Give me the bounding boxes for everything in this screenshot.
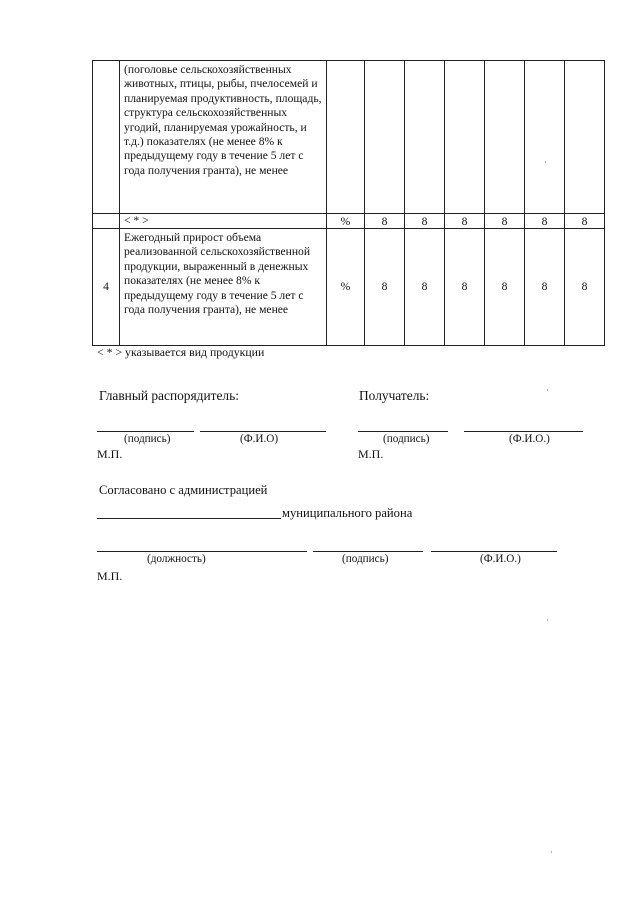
name-line: [431, 551, 557, 552]
value-cell: 8: [365, 229, 405, 346]
signature-caption: (подпись): [342, 553, 389, 565]
signature-line: [313, 551, 423, 552]
signature-line: [97, 431, 194, 432]
indicators-table: [92, 60, 605, 346]
scan-speck: ˙: [550, 850, 553, 860]
scan-speck: ˙: [544, 160, 547, 170]
value-cell: 8: [405, 214, 445, 229]
name-line: [464, 431, 583, 432]
value-cell: 8: [565, 214, 605, 229]
table-row: [93, 229, 605, 346]
unit-cell: %: [327, 214, 365, 229]
scan-speck: ˙: [546, 388, 549, 398]
product-type-cell: < * >: [120, 214, 327, 229]
chief-administrator-title: Главный распорядитель:: [99, 388, 239, 403]
value-cell: 8: [485, 214, 525, 229]
signature-caption: (подпись): [124, 433, 171, 445]
value-cell: [525, 61, 565, 214]
name-line: [200, 431, 326, 432]
signature-line: [358, 431, 448, 432]
value-cell: [405, 61, 445, 214]
name-caption: (Ф.И.О.): [509, 433, 550, 445]
name-caption: (Ф.И.О.): [480, 553, 521, 565]
stamp-label: М.П.: [358, 447, 384, 461]
row-number-cell: [93, 61, 120, 214]
value-cell: [445, 61, 485, 214]
value-cell: 8: [445, 229, 485, 346]
agreement-title: Согласовано с администрацией: [99, 483, 268, 497]
value-cell: 8: [485, 229, 525, 346]
row-number-cell: 4: [93, 229, 120, 346]
value-cell: [565, 61, 605, 214]
table-row: [93, 61, 605, 214]
recipient-title: Получатель:: [359, 388, 430, 403]
footnote: < * > указывается вид продукции: [97, 345, 265, 359]
district-label: муниципального района: [282, 506, 413, 520]
name-caption: (Ф.И.О): [240, 433, 279, 445]
administration-line: [97, 518, 281, 519]
value-cell: 8: [405, 229, 445, 346]
position-caption: (должность): [147, 553, 206, 565]
value-cell: 8: [525, 229, 565, 346]
value-cell: 8: [525, 214, 565, 229]
position-line: [97, 551, 307, 552]
value-cell: [485, 61, 525, 214]
unit-cell: %: [327, 229, 365, 346]
table-row: [93, 214, 605, 229]
value-cell: 8: [565, 229, 605, 346]
indicator-description: Ежегодный прирост объема реализованной сельскохозяйственной продукции, выраженный в денежных показателях (не менее 8% к предыдущему году в течение 5 лет с года получения гранта), не менее: [120, 229, 327, 346]
value-cell: [365, 61, 405, 214]
signature-caption: (подпись): [383, 433, 430, 445]
row-number-cell: [93, 214, 120, 229]
unit-cell: [327, 61, 365, 214]
value-cell: 8: [365, 214, 405, 229]
indicator-description: (поголовье сельскохозяйственных животных, птицы, рыбы, пчелосемей и планируемая продуктивность, площадь, структура сельскохозяйственных угодий, планируемая урожайность, и т.д.) показателях (не менее 8% к предыдущему году в течение 5 лет с года получения гранта), не менее: [120, 61, 327, 214]
stamp-label: М.П.: [97, 447, 123, 461]
scan-speck: ˙: [546, 618, 549, 628]
value-cell: 8: [445, 214, 485, 229]
stamp-label: М.П.: [97, 569, 123, 583]
